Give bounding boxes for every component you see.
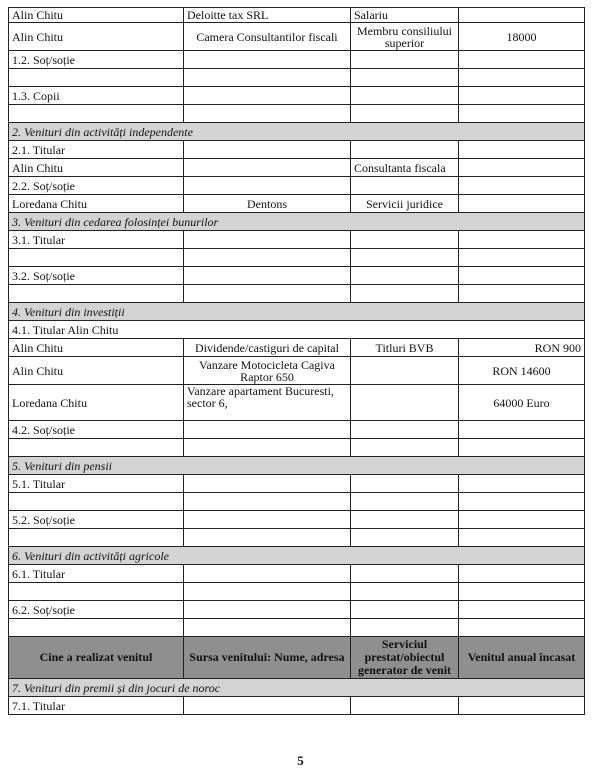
cell xyxy=(9,529,184,547)
cell xyxy=(351,619,459,637)
section-heading: 4. Venituri din investiții xyxy=(9,303,585,321)
cell: 7.1. Titular xyxy=(9,697,184,715)
cell: 1.3. Copii xyxy=(9,87,184,105)
cell: Salariu xyxy=(351,8,459,23)
cell xyxy=(351,51,459,69)
cell xyxy=(9,619,184,637)
table-row xyxy=(9,583,585,601)
cell: Servicii juridice xyxy=(351,195,459,213)
cell: Alin Chitu xyxy=(9,23,184,51)
cell xyxy=(184,421,351,439)
table-row xyxy=(9,565,585,583)
cell: RON 14600 xyxy=(459,357,585,385)
cell xyxy=(459,565,585,583)
cell: 6.2. Soț/soție xyxy=(9,601,184,619)
cell xyxy=(184,697,351,715)
cell: Consultanta fiscala xyxy=(351,159,459,177)
cell xyxy=(459,159,585,177)
table-row xyxy=(9,159,585,177)
table-row xyxy=(9,69,585,87)
cell xyxy=(351,529,459,547)
cell xyxy=(184,105,351,123)
cell: Camera Consultantilor fiscali xyxy=(184,23,351,51)
section-heading: 5. Venituri din pensii xyxy=(9,457,585,475)
cell: 2.1. Titular xyxy=(9,141,184,159)
cell xyxy=(459,601,585,619)
cell xyxy=(351,141,459,159)
section-row xyxy=(9,457,585,475)
cell xyxy=(459,511,585,529)
table-row xyxy=(9,421,585,439)
cell xyxy=(459,177,585,195)
cell xyxy=(9,439,184,457)
cell: Alin Chitu xyxy=(9,357,184,385)
column-header: Venitul anual încasat xyxy=(459,637,585,679)
cell xyxy=(9,583,184,601)
cell xyxy=(351,385,459,421)
cell xyxy=(184,619,351,637)
cell: Dentons xyxy=(184,195,351,213)
cell xyxy=(9,493,184,511)
table-row xyxy=(9,475,585,493)
table-row xyxy=(9,267,585,285)
table-row xyxy=(9,529,585,547)
cell: Alin Chitu xyxy=(9,8,184,23)
cell: 18000 xyxy=(459,23,585,51)
cell: Deloitte tax SRL xyxy=(184,8,351,23)
cell xyxy=(184,51,351,69)
table-row xyxy=(9,249,585,267)
table-row xyxy=(9,439,585,457)
cell xyxy=(351,439,459,457)
cell xyxy=(184,565,351,583)
cell xyxy=(351,249,459,267)
table-row xyxy=(9,339,585,357)
section-row xyxy=(9,213,585,231)
cell xyxy=(459,421,585,439)
column-header-row xyxy=(9,637,585,679)
cell xyxy=(184,285,351,303)
cell xyxy=(459,285,585,303)
table-row xyxy=(9,321,585,339)
table-row xyxy=(9,141,585,159)
cell xyxy=(459,231,585,249)
cell xyxy=(184,177,351,195)
cell xyxy=(184,69,351,87)
section-row xyxy=(9,123,585,141)
cell xyxy=(9,69,184,87)
cell xyxy=(351,421,459,439)
cell xyxy=(184,475,351,493)
cell xyxy=(351,267,459,285)
cell: 6.1. Titular xyxy=(9,565,184,583)
income-declaration-table xyxy=(8,7,585,715)
cell xyxy=(351,583,459,601)
cell: 64000 Euro xyxy=(459,385,585,421)
table-row xyxy=(9,87,585,105)
table-row xyxy=(9,285,585,303)
cell xyxy=(459,195,585,213)
cell xyxy=(184,231,351,249)
cell xyxy=(184,249,351,267)
table-row xyxy=(9,8,585,23)
cell xyxy=(351,285,459,303)
cell xyxy=(459,439,585,457)
table-row xyxy=(9,231,585,249)
cell xyxy=(9,249,184,267)
cell xyxy=(184,87,351,105)
table-row xyxy=(9,619,585,637)
cell xyxy=(459,697,585,715)
cell xyxy=(459,8,585,23)
column-header: Sursa venitului: Nume, adresa xyxy=(184,637,351,679)
cell xyxy=(459,493,585,511)
section-row xyxy=(9,679,585,697)
cell xyxy=(459,141,585,159)
cell xyxy=(459,69,585,87)
cell xyxy=(184,529,351,547)
cell xyxy=(351,565,459,583)
cell xyxy=(184,141,351,159)
section-heading: 7. Venituri din premii și din jocuri de noroc xyxy=(9,679,585,697)
table-row xyxy=(9,23,585,51)
table-row xyxy=(9,385,585,421)
cell: RON 900 xyxy=(459,339,585,357)
cell: 4.2. Soț/soție xyxy=(9,421,184,439)
cell xyxy=(459,619,585,637)
cell xyxy=(351,357,459,385)
column-header: Serviciul prestat/obiectul generator de venit xyxy=(351,637,459,679)
table-row xyxy=(9,195,585,213)
cell xyxy=(351,177,459,195)
cell xyxy=(351,69,459,87)
cell xyxy=(351,475,459,493)
section-heading: 2. Venituri din activități independente xyxy=(9,123,585,141)
table-row xyxy=(9,51,585,69)
cell xyxy=(351,231,459,249)
cell xyxy=(459,51,585,69)
cell xyxy=(351,697,459,715)
section-row xyxy=(9,547,585,565)
cell xyxy=(184,267,351,285)
cell: Vanzare Motocicleta Cagiva Raptor 650 xyxy=(184,357,351,385)
cell xyxy=(351,493,459,511)
cell xyxy=(184,159,351,177)
cell xyxy=(459,267,585,285)
cell xyxy=(351,511,459,529)
cell: 3.2. Soț/soție xyxy=(9,267,184,285)
cell xyxy=(184,511,351,529)
cell: Titluri BVB xyxy=(351,339,459,357)
cell: Loredana Chitu xyxy=(9,385,184,421)
cell xyxy=(459,529,585,547)
cell xyxy=(184,439,351,457)
cell xyxy=(459,475,585,493)
cell xyxy=(184,493,351,511)
cell: Loredana Chitu xyxy=(9,195,184,213)
cell xyxy=(351,601,459,619)
table-row xyxy=(9,601,585,619)
cell: 4.1. Titular Alin Chitu xyxy=(9,321,585,339)
cell xyxy=(351,105,459,123)
section-row xyxy=(9,303,585,321)
table-row xyxy=(9,177,585,195)
cell xyxy=(459,249,585,267)
cell xyxy=(459,583,585,601)
cell xyxy=(351,87,459,105)
cell: Alin Chitu xyxy=(9,159,184,177)
cell: 3.1. Titular xyxy=(9,231,184,249)
table-row xyxy=(9,357,585,385)
cell xyxy=(184,601,351,619)
cell: 2.2. Soț/soție xyxy=(9,177,184,195)
cell xyxy=(184,583,351,601)
table-row xyxy=(9,511,585,529)
page-number: 5 xyxy=(297,753,304,768)
table-row xyxy=(9,493,585,511)
cell: Alin Chitu xyxy=(9,339,184,357)
cell: 1.2. Soț/soție xyxy=(9,51,184,69)
cell xyxy=(459,105,585,123)
cell: Dividende/castiguri de capital xyxy=(184,339,351,357)
cell: 5.1. Titular xyxy=(9,475,184,493)
cell: Vanzare apartament Bucuresti, sector 6, xyxy=(184,385,351,421)
table-row xyxy=(9,105,585,123)
section-heading: 6. Venituri din activități agricole xyxy=(9,547,585,565)
cell xyxy=(459,87,585,105)
cell xyxy=(9,105,184,123)
table-row xyxy=(9,697,585,715)
cell: Membru consiliului superior xyxy=(351,23,459,51)
cell: 5.2. Soț/soție xyxy=(9,511,184,529)
column-header: Cine a realizat venitul xyxy=(9,637,184,679)
cell xyxy=(9,285,184,303)
section-heading: 3. Venituri din cedarea folosinței bunurilor xyxy=(9,213,585,231)
